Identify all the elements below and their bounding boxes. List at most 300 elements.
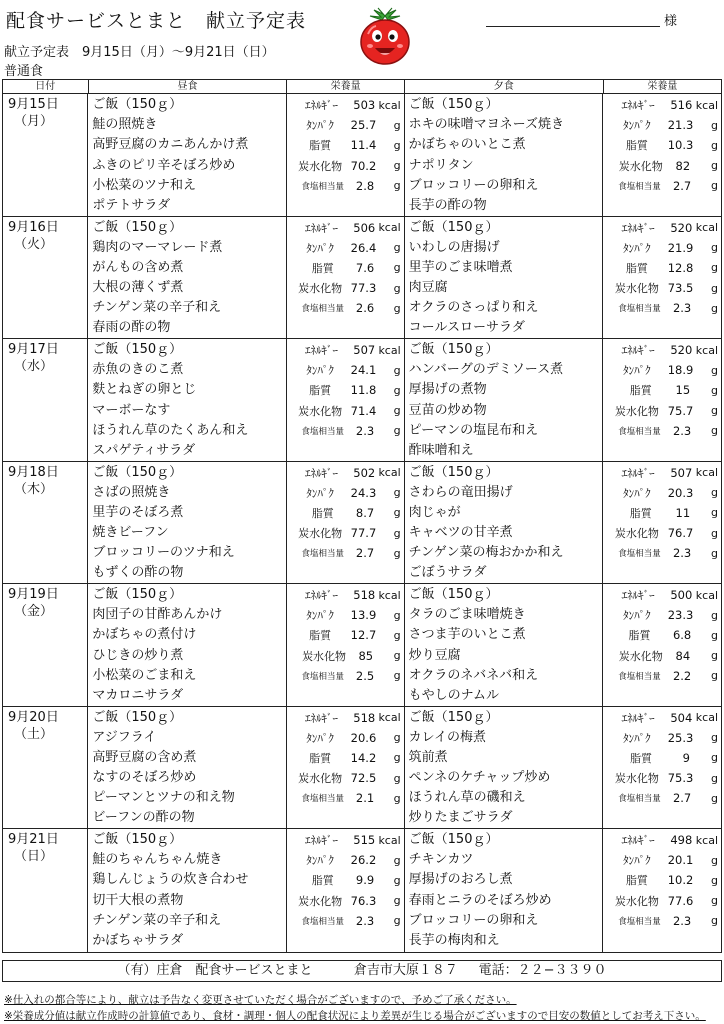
nutrient-value: 518 (353, 588, 376, 603)
nutrient-unit: g (393, 546, 401, 560)
nutrient-row (290, 340, 401, 360)
menu-period: 献立予定表 9月15日（月）～9月21日（日） (4, 45, 275, 60)
dish-item: ハンバーグのデミソース煮 (408, 362, 564, 378)
company-footer (2, 960, 722, 982)
weekday-label: （火） (14, 236, 54, 252)
lunch-dishes (88, 584, 286, 706)
nutrient-value: 2.3 (672, 546, 692, 561)
dish-item: ブロッコリーのツナ和え (92, 545, 235, 561)
nutrient-label: 食塩相当量 (301, 426, 345, 437)
nutrient-label: ﾀﾝﾊﾟｸ (306, 364, 334, 378)
nutrient-row (606, 523, 718, 543)
nutrient-value: 8.7 (355, 505, 375, 520)
dish-item: 切干大根の煮物 (92, 892, 184, 908)
dish-item: ナポリタン (408, 157, 474, 173)
dinner-dishes (405, 707, 603, 829)
nutrient-row (290, 401, 401, 421)
dish-item: かぼちゃの煮付け (92, 627, 197, 643)
nutrient-row (290, 218, 401, 238)
nutrient-label: ｴﾈﾙｷﾞｰ (304, 221, 338, 235)
dish-item: ご飯（150ｇ） (408, 709, 499, 725)
nutrient-label: 炭水化物 (298, 772, 343, 786)
nutrient-label: ﾀﾝﾊﾟｸ (623, 119, 651, 133)
dish-item: ビーフンの酢の物 (92, 810, 195, 826)
nutrient-row (606, 298, 718, 318)
date-label: 9月21日 (8, 832, 59, 847)
dish-item: がんもの含め煮 (92, 259, 184, 275)
dish-item: かぼちゃサラダ (92, 932, 184, 948)
dinner-dishes (405, 829, 603, 952)
dish-item: 麩とねぎの卵とじ (92, 382, 197, 398)
nutrient-row (606, 278, 718, 298)
dinner-nutrition (603, 707, 721, 829)
dish-item: マーボーなす (92, 402, 171, 418)
nutrient-unit: g (393, 138, 401, 152)
dish-item: マカロニサラダ (92, 687, 184, 703)
nutrient-row (606, 380, 718, 400)
dinner-dishes (405, 339, 603, 461)
nutrient-row (290, 708, 401, 728)
dish-item: 小松菜のツナ和え (92, 177, 197, 193)
header-date: 日付 (3, 80, 89, 93)
nutrient-row (606, 238, 718, 258)
nutrient-label: ﾀﾝﾊﾟｸ (306, 609, 334, 623)
nutrient-row (606, 218, 718, 238)
day-row (3, 707, 721, 830)
dish-item: 鮭の照焼き (92, 117, 158, 133)
nutrient-value: 518 (353, 710, 376, 725)
nutrient-row (290, 176, 401, 196)
nutrient-unit: g (393, 873, 401, 887)
nutrient-row (290, 728, 401, 748)
nutrient-row (606, 625, 718, 645)
nutrient-unit: g (393, 241, 401, 255)
nutrient-row (290, 483, 401, 503)
nutrient-row (290, 585, 401, 605)
nutrient-unit: g (393, 894, 401, 908)
nutrient-unit: kcal (378, 833, 401, 847)
nutrient-row (290, 238, 401, 258)
nutrient-label: 炭水化物 (298, 894, 343, 908)
nutrient-unit: g (711, 486, 718, 500)
nutrient-unit: g (393, 771, 401, 785)
nutrient-label: 炭水化物 (618, 159, 663, 173)
nutrient-row (290, 768, 401, 788)
dish-item: ご飯（150ｇ） (92, 832, 183, 847)
day-row (3, 339, 721, 462)
date-cell (3, 584, 88, 706)
dish-item: チンゲン菜の辛子和え (92, 912, 222, 928)
nutrient-label: ｴﾈﾙｷﾞｰ (621, 711, 655, 725)
nutrient-label: 脂質 (309, 629, 332, 643)
dish-item: 里芋のごま味噌煮 (408, 259, 513, 275)
dish-item: ごぼうサラダ (408, 565, 487, 581)
nutrient-value: 504 (670, 710, 693, 725)
nutrient-value: 2.3 (672, 913, 692, 928)
nutrient-unit: g (393, 649, 401, 663)
nutrient-value: 11 (675, 505, 691, 520)
dish-item: ご飯（150ｇ） (408, 342, 499, 357)
nutrient-value: 507 (353, 343, 376, 358)
nutrient-label: 脂質 (629, 384, 652, 398)
nutrient-label: 炭水化物 (614, 772, 659, 786)
nutrient-unit: g (393, 914, 401, 928)
nutrient-label: 炭水化物 (298, 527, 343, 541)
nutrient-label: 炭水化物 (614, 282, 659, 296)
dinner-nutrition (603, 829, 721, 952)
nutrient-value: 14.2 (350, 750, 377, 765)
honorific-label: 様 (664, 14, 678, 29)
nutrient-row (290, 278, 401, 298)
nutrient-row (606, 115, 718, 135)
dish-item: 長芋の梅肉和え (408, 932, 500, 948)
dish-item: ご飯（150ｇ） (408, 219, 499, 235)
lunch-nutrition (287, 462, 405, 584)
dish-item: 肉団子の甘酢あんかけ (92, 607, 223, 623)
nutrient-unit: g (711, 894, 718, 908)
nutrient-label: 食塩相当量 (301, 549, 345, 560)
nutrient-value: 70.2 (350, 158, 377, 173)
nutrient-value: 15 (675, 383, 691, 398)
nutrient-value: 82 (675, 158, 691, 173)
nutrient-row (606, 605, 718, 625)
dish-item: ご飯（150ｇ） (408, 464, 499, 480)
nutrient-unit: g (711, 608, 718, 622)
nutrient-value: 72.5 (350, 771, 377, 786)
nutrient-row (290, 830, 401, 850)
nutrient-unit: g (393, 791, 401, 805)
dish-item: 高野豆腐のカニあんかけ煮 (92, 137, 249, 153)
nutrient-value: 507 (670, 465, 693, 480)
nutrient-row (606, 258, 718, 278)
nutrient-value: 498 (670, 833, 693, 848)
nutrient-label: 脂質 (309, 384, 332, 398)
nutrient-label: 炭水化物 (298, 159, 343, 173)
dish-item: チンゲン菜の梅おかか和え (408, 545, 564, 561)
nutrient-unit: g (711, 649, 718, 663)
nutrient-row (606, 870, 718, 890)
nutrient-label: ｴﾈﾙｷﾞｰ (621, 221, 655, 235)
dish-item: ピーマンとツナの和え物 (92, 790, 235, 806)
nutrient-unit: g (711, 628, 718, 642)
nutrient-label: ｴﾈﾙｷﾞｰ (304, 99, 338, 113)
nutrient-unit: g (393, 383, 401, 397)
dish-item: ご飯（150ｇ） (92, 97, 183, 112)
header-dinner: 夕食 (405, 80, 604, 93)
nutrient-row (290, 421, 401, 441)
header-lunch-nutrition: 栄養量 (287, 80, 404, 93)
nutrient-value: 2.5 (355, 668, 375, 683)
nutrient-value: 71.4 (350, 403, 377, 418)
nutrient-row (606, 135, 718, 155)
nutrient-row (290, 503, 401, 523)
nutrient-row (290, 523, 401, 543)
nutrient-row (606, 850, 718, 870)
nutrient-label: 食塩相当量 (301, 181, 345, 192)
nutrient-label: ｴﾈﾙｷﾞｰ (621, 344, 655, 358)
nutrient-unit: kcal (695, 343, 718, 357)
nutrient-label: ﾀﾝﾊﾟｸ (623, 486, 651, 500)
nutrient-unit: kcal (695, 711, 718, 725)
nutrient-value: 2.7 (672, 178, 692, 193)
tomato-mascot-icon (354, 6, 416, 68)
dinner-dishes (405, 217, 603, 339)
nutrient-label: 食塩相当量 (301, 916, 345, 927)
weekday-label: （金） (14, 604, 54, 619)
weekday-label: （日） (14, 849, 54, 864)
dish-item: 厚揚げのおろし煮 (408, 872, 513, 888)
nutrient-label: 炭水化物 (618, 649, 663, 663)
nutrient-unit: g (711, 506, 718, 520)
weekday-label: （木） (14, 481, 54, 497)
lunch-nutrition (287, 829, 405, 952)
nutrient-row (606, 340, 718, 360)
dish-item: ブロッコリーの卵和え (408, 912, 539, 928)
nutrient-row (290, 360, 401, 380)
nutrient-row (606, 768, 718, 788)
nutrient-label: ﾀﾝﾊﾟｸ (306, 731, 334, 745)
nutrient-value: 77.3 (350, 281, 377, 296)
nutrient-value: 26.4 (350, 240, 377, 255)
nutrient-unit: g (711, 138, 718, 152)
nutrient-value: 25.7 (350, 118, 377, 133)
nutrient-value: 21.9 (667, 240, 694, 255)
dish-item: さばの照焼き (92, 484, 171, 500)
nutrient-unit: kcal (378, 221, 401, 235)
date-label: 9月17日 (8, 342, 59, 357)
nutrient-label: 脂質 (625, 139, 648, 153)
nutrient-label: ｴﾈﾙｷﾞｰ (304, 589, 338, 603)
day-row (3, 462, 721, 585)
nutrient-unit: g (711, 546, 718, 560)
dish-item: 赤魚のきのこ煮 (92, 362, 184, 378)
nutrient-label: ｴﾈﾙｷﾞｰ (621, 99, 655, 113)
nutrient-label: ﾀﾝﾊﾟｸ (623, 854, 651, 868)
date-cell (3, 339, 88, 461)
header-lunch: 昼食 (89, 80, 288, 93)
nutrient-unit: kcal (378, 466, 401, 480)
nutrient-value: 18.9 (667, 363, 694, 378)
dish-item: ふきのピリ辛そぼろ炒め (92, 157, 236, 173)
nutrient-row (290, 380, 401, 400)
nutrient-label: 食塩相当量 (301, 794, 345, 805)
nutrient-row (606, 728, 718, 748)
nutrient-row (290, 748, 401, 768)
nutrient-unit: kcal (695, 833, 718, 847)
nutrient-row (290, 115, 401, 135)
nutrient-row (290, 543, 401, 563)
lunch-nutrition (287, 584, 405, 706)
nutrient-unit: g (711, 261, 718, 275)
day-row (3, 829, 721, 952)
lunch-dishes (88, 462, 286, 584)
dish-item: 鶏しんじょうの炊き合わせ (92, 872, 249, 888)
nutrient-row (606, 911, 718, 931)
dish-item: 炒り豆腐 (408, 647, 461, 663)
dish-item: ポテトサラダ (92, 197, 171, 213)
nutrient-label: ﾀﾝﾊﾟｸ (623, 731, 651, 745)
nutrient-unit: g (393, 363, 401, 377)
nutrient-unit: g (711, 526, 718, 540)
date-label: 9月20日 (8, 709, 59, 725)
dish-item: キャベツの甘辛煮 (408, 525, 513, 541)
lunch-dishes (88, 94, 286, 216)
nutrient-unit: g (393, 669, 401, 683)
dish-item: 肉豆腐 (408, 280, 448, 296)
nutrient-row (290, 850, 401, 870)
nutrient-row (606, 666, 718, 686)
nutrient-value: 2.3 (355, 913, 375, 928)
dish-item: 里芋のそぼろ煮 (92, 504, 184, 520)
date-cell (3, 462, 88, 584)
company-name: （有）庄倉 配食サービスとまと (117, 963, 313, 978)
nutrient-label: 炭水化物 (302, 649, 347, 663)
nutrient-unit: kcal (695, 588, 718, 602)
nutrient-row (290, 666, 401, 686)
nutrient-label: 脂質 (628, 629, 651, 643)
dinner-dishes (405, 584, 603, 706)
nutrient-unit: kcal (378, 588, 401, 602)
nutrient-label: ﾀﾝﾊﾟｸ (623, 241, 651, 255)
nutrient-unit: g (711, 281, 718, 295)
nutrient-unit: g (711, 424, 718, 438)
dish-item: 焼きビーフン (92, 525, 169, 541)
dish-item: 長芋の酢の物 (408, 197, 487, 213)
nutrient-label: 炭水化物 (614, 527, 659, 541)
nutrient-value: 76.3 (350, 893, 377, 908)
nutrient-label: ﾀﾝﾊﾟｸ (623, 364, 651, 378)
nutrient-value: 9 (682, 750, 690, 765)
nutrient-row (290, 298, 401, 318)
nutrient-row (606, 401, 718, 421)
nutrient-row (606, 585, 718, 605)
nutrient-unit: g (393, 506, 401, 520)
nutrient-unit: g (711, 118, 718, 132)
nutrient-row (606, 360, 718, 380)
dish-item: スパゲティサラダ (92, 442, 196, 458)
nutrient-unit: g (393, 526, 401, 540)
nutrient-label: 食塩相当量 (618, 426, 661, 437)
dish-item: ほうれん草の磯和え (408, 790, 526, 806)
nutrient-row (606, 708, 718, 728)
weekday-label: （水） (14, 359, 54, 374)
nutrient-label: ｴﾈﾙｷﾞｰ (621, 834, 655, 848)
dish-item: もずくの酢の物 (92, 565, 184, 581)
nutrient-value: 75.3 (667, 771, 694, 786)
nutrient-value: 21.3 (667, 118, 694, 133)
nutrient-value: 2.6 (355, 301, 375, 316)
nutrient-row (290, 156, 401, 176)
nutrient-unit: g (711, 914, 718, 928)
nutrient-unit: g (393, 731, 401, 745)
nutrient-label: 食塩相当量 (618, 549, 661, 560)
dish-item: 小松菜のごま和え (92, 667, 197, 683)
nutrient-value: 20.6 (350, 730, 377, 745)
dish-item: 肉じゃが (408, 504, 461, 520)
dish-item: ご飯（150ｇ） (408, 832, 499, 847)
nutrient-row (606, 830, 718, 850)
nutrient-row (606, 156, 718, 176)
nutrient-value: 77.7 (350, 526, 377, 541)
company-address: 倉吉市大原１８７ (353, 963, 458, 978)
nutrient-row (290, 605, 401, 625)
nutrient-label: ﾀﾝﾊﾟｸ (306, 241, 334, 255)
nutrient-row (290, 891, 401, 911)
dish-item: ほうれん草のたくあん和え (92, 422, 249, 438)
dish-item: 鮭のちゃんちゃん焼き (92, 852, 223, 868)
customer-name-line (486, 26, 660, 27)
dish-item: いわしの唐揚げ (408, 239, 500, 255)
nutrient-label: 食塩相当量 (618, 916, 661, 927)
dish-item: 大根の薄くず煮 (92, 280, 184, 296)
nutrient-label: 食塩相当量 (618, 671, 661, 682)
dish-item: ご飯（150ｇ） (92, 342, 183, 357)
nutrient-row (290, 646, 401, 666)
dish-item: ご飯（150ｇ） (92, 219, 183, 235)
dinner-nutrition (603, 462, 721, 584)
nutrient-label: 脂質 (309, 751, 332, 765)
nutrient-unit: g (711, 853, 718, 867)
dish-item: 酢味噌和え (408, 442, 474, 458)
dish-item: もやしのナムル (408, 687, 500, 703)
nutrient-value: 24.1 (350, 363, 377, 378)
dish-item: ご飯（150ｇ） (92, 587, 183, 602)
day-rows (3, 94, 721, 952)
dish-item: かぼちゃのいとこ煮 (408, 137, 526, 153)
dinner-dishes (405, 94, 603, 216)
nutrient-label: 食塩相当量 (618, 304, 661, 315)
nutrient-label: ﾀﾝﾊﾟｸ (306, 119, 334, 133)
menu-table (2, 79, 722, 953)
nutrient-value: 2.3 (672, 423, 692, 438)
nutrient-row (290, 870, 401, 890)
nutrient-value: 84 (675, 648, 691, 663)
day-row (3, 94, 721, 217)
nutrient-value: 75.7 (667, 403, 694, 418)
nutrient-unit: g (711, 383, 718, 397)
nutrient-unit: g (711, 791, 718, 805)
lunch-dishes (88, 829, 286, 952)
dish-item: ご飯（150ｇ） (408, 587, 499, 602)
nutrient-row (606, 483, 718, 503)
dish-item: ひじきの炒り煮 (92, 647, 184, 663)
nutrient-label: 炭水化物 (614, 894, 659, 908)
nutrient-label: ｴﾈﾙｷﾞｰ (621, 466, 655, 480)
nutrient-row (606, 503, 718, 523)
nutrient-row (290, 625, 401, 645)
nutrient-value: 7.6 (355, 260, 375, 275)
nutrient-unit: g (393, 751, 401, 765)
dinner-nutrition (603, 584, 721, 706)
dish-item: ホキの味噌マヨネーズ焼き (408, 117, 565, 133)
dinner-nutrition (603, 217, 721, 339)
nutrient-unit: g (711, 179, 718, 193)
dinner-nutrition (603, 94, 721, 216)
nutrient-unit: g (711, 241, 718, 255)
dish-item: オクラのネバネバ和え (408, 667, 539, 683)
nutrient-label: 脂質 (630, 751, 652, 765)
nutrient-value: 11.8 (350, 383, 377, 398)
nutrient-label: 脂質 (625, 874, 648, 888)
dish-item: 高野豆腐の含め煮 (92, 749, 197, 765)
diet-type: 普通食 (4, 64, 44, 79)
nutrient-unit: g (393, 179, 401, 193)
nutrient-label: 食塩相当量 (301, 304, 345, 315)
nutrient-label: 炭水化物 (298, 404, 343, 418)
nutrient-value: 9.9 (355, 873, 375, 888)
date-cell (3, 94, 88, 216)
dish-item: コールスローサラダ (408, 320, 525, 336)
